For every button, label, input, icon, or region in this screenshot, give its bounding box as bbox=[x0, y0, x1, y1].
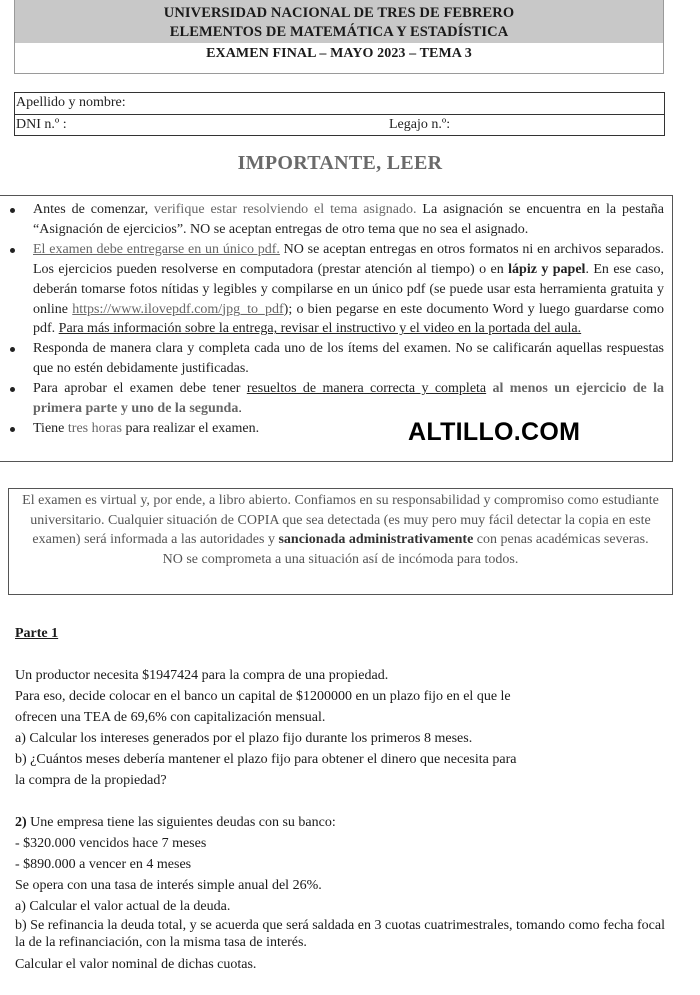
dni-row bbox=[15, 114, 664, 136]
rule-item: El examen debe entregarse en un único pdf. NO se aceptan entregas en otros formatos ni en archivos separados. Los ejercicios pueden resolverse en computadora (prestar atención al tiempo) o en lápiz y papel. En ese caso, deberán tomarse fotos nítidas y legibles y compilarse en un único pdf (se puede usar esta herramienta gratuita y online https://www.ilovepdf.com/jpg_to_pdf); o bien pegarse en este documento Word y luego guardarse como pdf. Para más información sobre la entrega, revisar el instructivo y el video en la portada del aula. bbox=[33, 240, 664, 340]
exercise-1: Un productor necesita $1947424 para la compra de una propiedad. Para eso, decide colocar en el banco un capital de $1200000 en un plazo fijo en el que le ofrecen una TEA de 69,6% con capitalización mensual. a) Calcular los intereses generados por el plazo fijo durante los primeros 8 meses. b) ¿Cuántos meses debería mantener el plazo fijo para obtener el dinero que necesita para la compra de la propiedad? bbox=[15, 668, 517, 788]
exercise-2-number: 2) bbox=[15, 815, 27, 830]
ilovepdf-link[interactable]: https://www.ilovepdf.com/jpg_to_pdf bbox=[72, 301, 284, 317]
bullet-icon bbox=[10, 427, 15, 432]
legajo-label: Legajo n.º: bbox=[389, 116, 451, 132]
rule-item: Para aprobar el examen debe tener resueltos de manera correcta y completa al menos un ejercicio de la primera parte y uno de la segunda. bbox=[33, 379, 664, 419]
rules-list bbox=[0, 196, 672, 439]
bullet-icon bbox=[10, 347, 15, 352]
rule-item: Tiene tres horas para realizar el examen. bbox=[33, 419, 664, 439]
notice-line2: NO se comprometa a una situación así de incómoda para todos. bbox=[162, 551, 519, 567]
bullet-icon bbox=[10, 387, 15, 392]
university-name: UNIVERSIDAD NACIONAL DE TRES DE FEBRERO bbox=[163, 5, 515, 21]
exam-title: EXAMEN FINAL – MAYO 2023 – TEMA 3 bbox=[206, 46, 472, 61]
important-title: IMPORTANTE, LEER bbox=[237, 152, 443, 174]
part1-content bbox=[15, 623, 665, 975]
altillo-watermark: ALTILLO.COM bbox=[408, 418, 581, 446]
student-id-box bbox=[14, 92, 665, 136]
bullet-icon bbox=[10, 208, 15, 213]
name-label: Apellido y nombre: bbox=[16, 95, 126, 110]
part1-title: Parte 1 bbox=[15, 626, 59, 641]
subject-name: ELEMENTOS DE MATEMÁTICA Y ESTADÍSTICA bbox=[169, 24, 509, 40]
notice-paragraph: El examen es virtual y, por ende, a libro abierto. Confiamos en su responsabilidad y compromiso como estudiante universitario. Cualquier situación de COPIA que sea detectada (es muy pero muy fácil detectar la copia en este examen) será informada a las autoridades y sancionada administrativamente con penas académicas severas. bbox=[22, 493, 659, 548]
dni-label: DNI n.º : bbox=[16, 116, 67, 132]
rule-item: Antes de comenzar, verifique estar resolviendo el tema asignado. La asignación se encuentra en la pestaña “Asignación de ejercicios”. NO se aceptan entregas de otro tema que no sea el asignado. bbox=[33, 200, 664, 240]
exercise-2: 2) Une empresa tiene las siguientes deudas con su banco: - $320.000 vencidos hace 7 meses - $890.000 a vencer en 4 meses Se opera con una tasa de interés simple anual del 26%. a) Calcular el valor actual de la deuda. b) Se refinancia la deuda total, y se acuerda que será saldada en 3 cuotas cuatrimestrales, tomando como fecha focal la de la refinanciación, con la misma tasa de interés. Calcular el valor nominal de dichas cuotas. bbox=[15, 815, 665, 972]
rule-item: Responda de manera clara y completa cada uno de los ítems del examen. No se calificarán aquellas respuestas que no estén debidamente justificadas. bbox=[33, 339, 664, 379]
spacer bbox=[15, 791, 665, 812]
bullet-icon bbox=[10, 248, 15, 253]
exam-header bbox=[14, 0, 664, 74]
header-grey-band bbox=[15, 0, 663, 43]
academic-notice bbox=[8, 488, 673, 595]
name-row bbox=[15, 93, 664, 114]
